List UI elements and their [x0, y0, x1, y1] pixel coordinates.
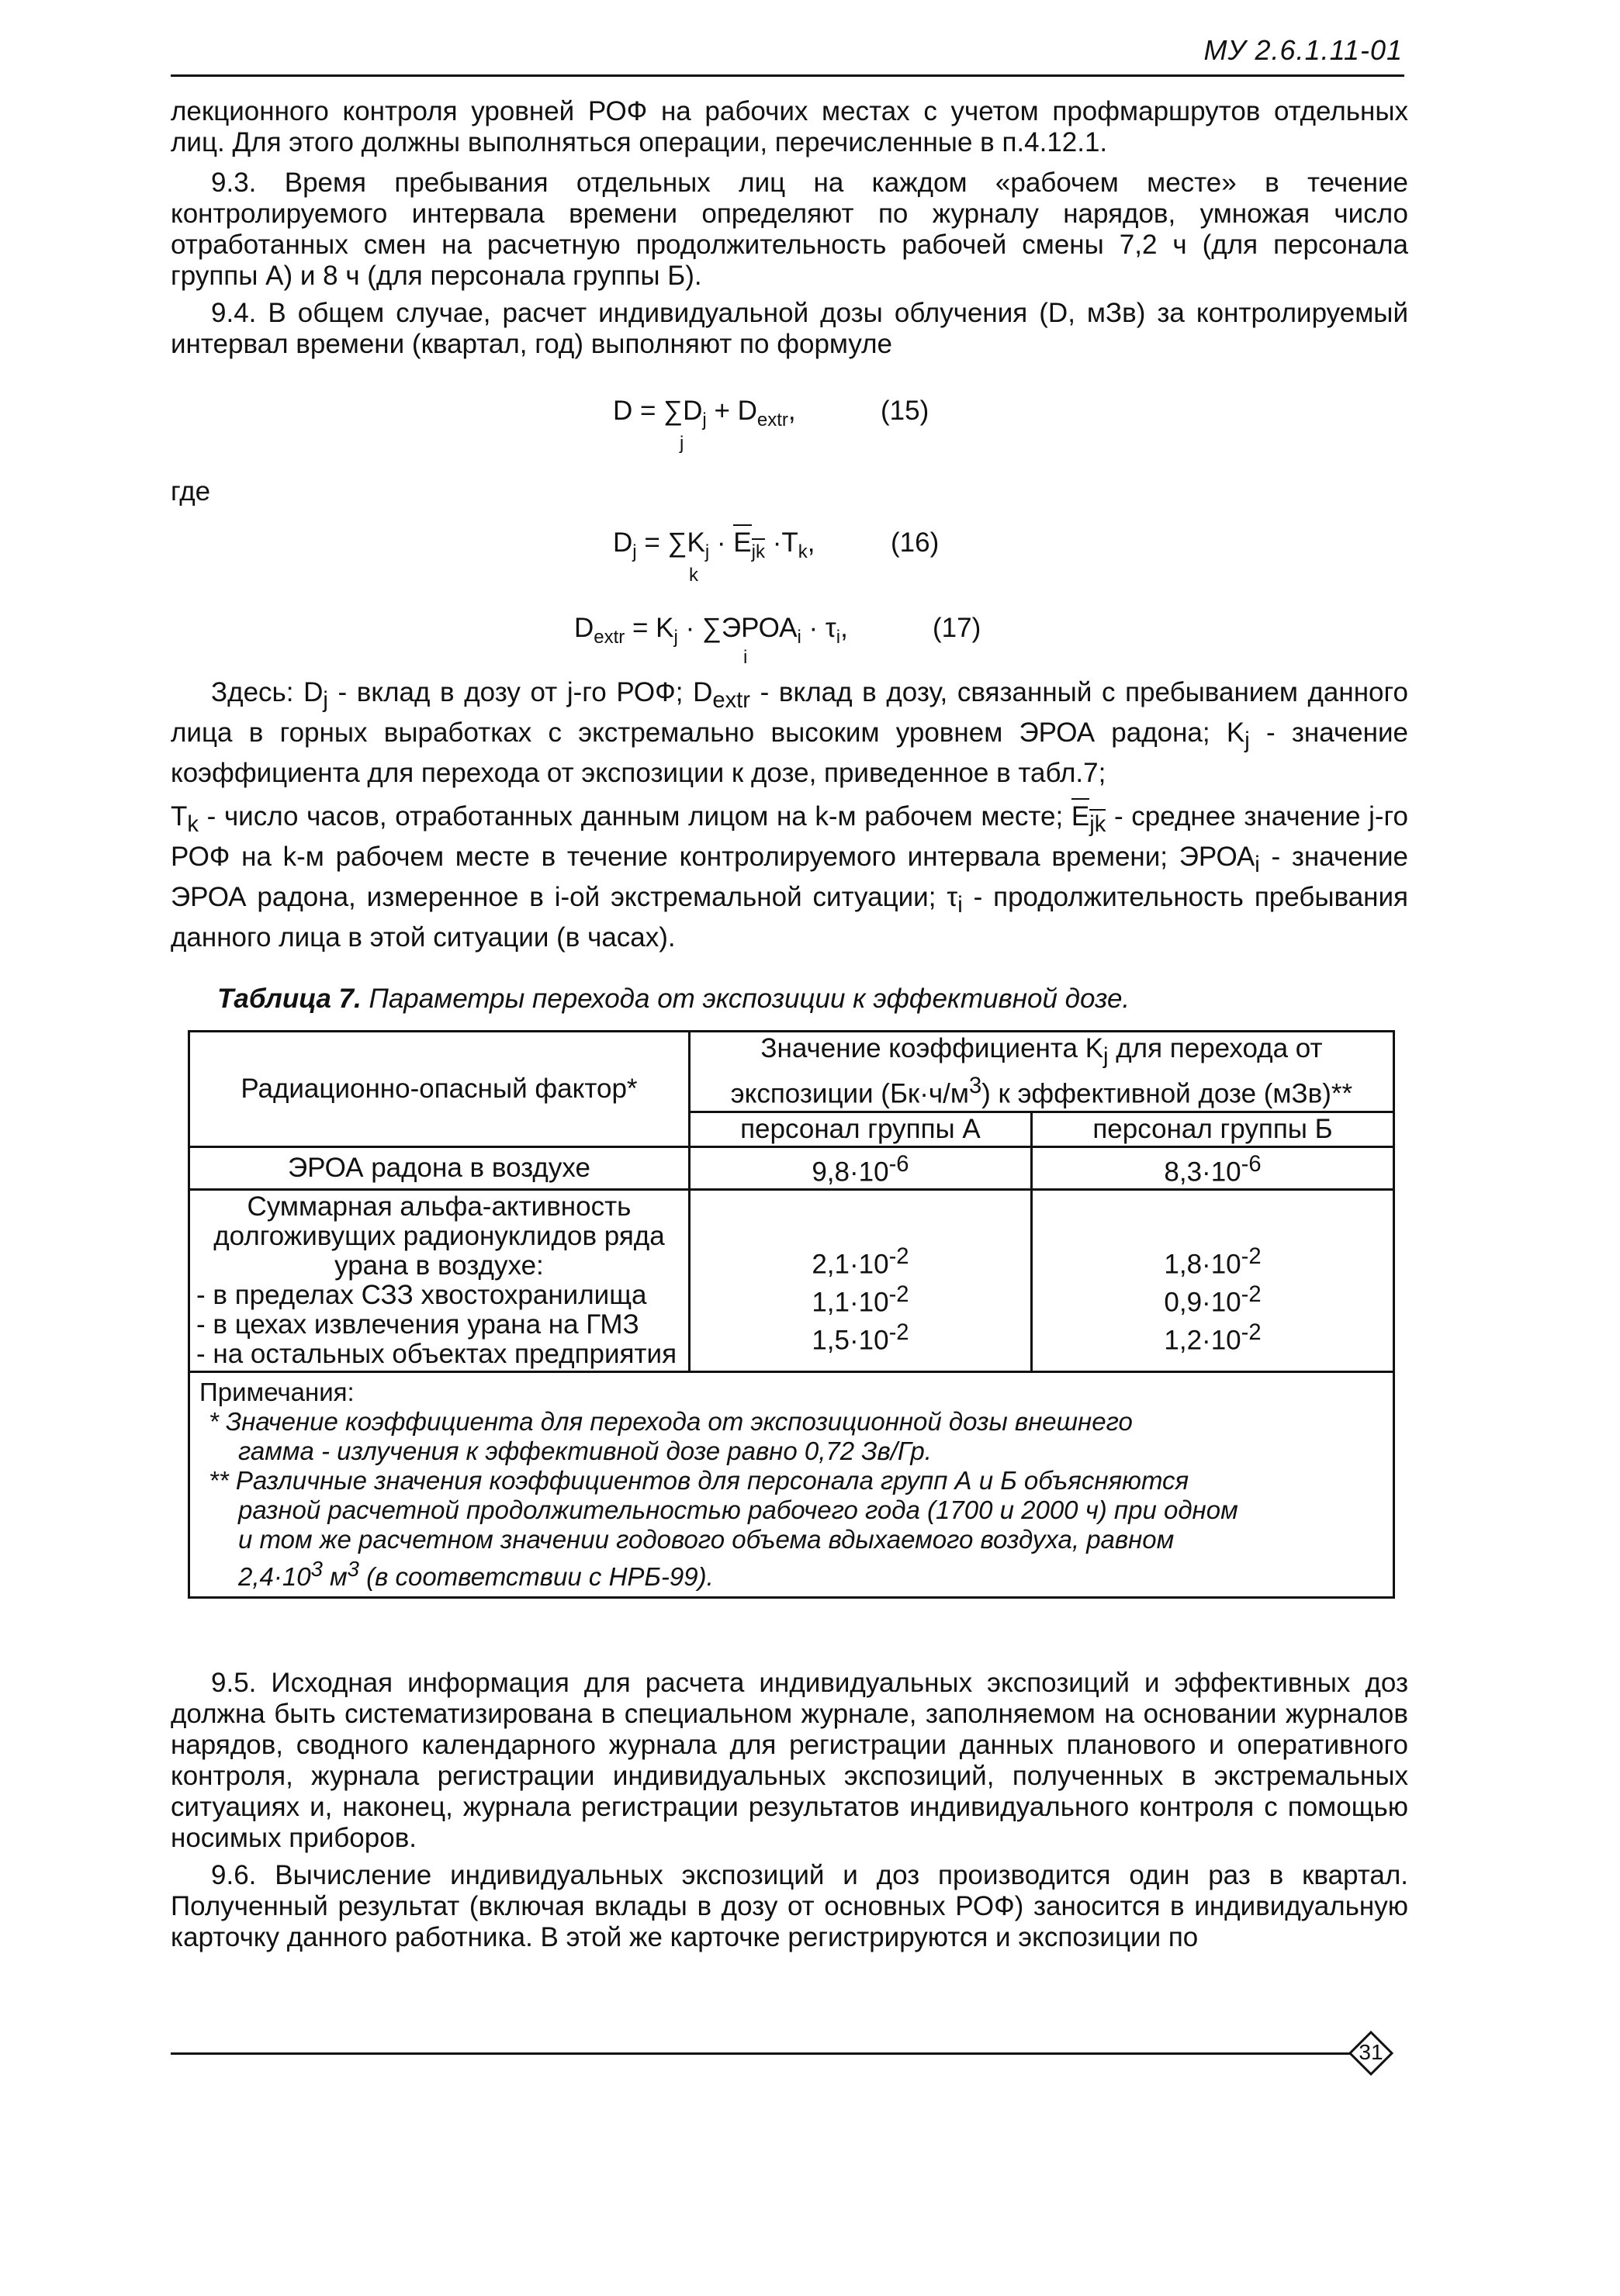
table-header-row [189, 1032, 1394, 1112]
top-text-block [171, 96, 1408, 366]
formula-17: $D_{extr} = K_j$ · $\sum ЭРОА_i \cdot \tau_i$, i [574, 613, 848, 668]
header-rule [171, 74, 1404, 77]
table-caption: Таблица 7. Параметры перехода от экспозиции к эффективной дозе. [217, 984, 1130, 1014]
table-row [189, 1146, 1394, 1190]
bottom-text-block [171, 1668, 1408, 1959]
formula-15-number: (15) [881, 396, 929, 426]
formula-15: $D = \sum D_j + D_{extr}$, j [613, 396, 796, 454]
paragraph-9-6: 9.6. Вычисление индивидуальных экспозиций и доз производится один раз в квартал. Полученный результат (включая вклады в дозу от основных РОФ) заносится в индивидуальную карточку данного работника. В этой же карточке регистрируются и экспозиции по [171, 1860, 1408, 1952]
paragraph-continuation: лекционного контроля уровней РОФ на рабочих местах с учетом профмаршрутов отдельных лиц. Для этого должны выполняться операции, перечисленные в п.4.12.1. [171, 96, 1408, 157]
paragraph-9-3: 9.3. Время пребывания отдельных лиц на каждом «рабочем месте» в течение контролируемого интервала времени определяют по журналу нарядов, умножая число отработанных смен на расчетную продолжительность рабочей смены 7,2 ч (для персонала группы А) и 8 ч (для персонала группы Б). [171, 168, 1408, 291]
header-group-b: персонал группы Б [1031, 1112, 1393, 1146]
paragraph-9-5: 9.5. Исходная информация для расчета индивидуальных экспозиций и эффективных доз должна быть систематизирована в специальном журнале, заполняемом на основании журналов нарядов, сводного календарного журнала для регистрации данных планового и оперативного контроля, журнала регистрации индивидуальных экспозиций, полученных в экстремальных ситуациях и, наконец, журнала регистрации результатов индивидуального контроля с помощью носимых приборов. [171, 1668, 1408, 1853]
factor-radon: ЭРОА радона в воздухе [189, 1146, 690, 1190]
formula-16-number: (16) [891, 527, 940, 558]
table-notes: Примечания: * Значение коэффициента для перехода от экспозиционной дозы внешнего гамма - излучения к эффективной дозе равно 0,72 Зв/Гр. ** Различные значения коэффициентов для персонала групп А и Б объясняются разной расчетной продолжительностью рабочего года (1700 и 2000 ч) при одном и том же расчетном значении годового объема вдыхаемого воздуха, равном $2,4\cdot 10^3$ $м^3$ (в соответствии с НРБ-99). [189, 1372, 1394, 1598]
explanation-block [171, 676, 1408, 960]
header-factor: Радиационно-опасный фактор* [189, 1032, 690, 1147]
where-label: где [171, 476, 211, 507]
table-notes-row [189, 1372, 1394, 1598]
values-alpha-a: $2,1\cdot 10^{-2}$ $1,1\cdot 10^{-2}$ $1,5\cdot 10^{-2}$ [689, 1190, 1031, 1372]
formula-17-number: (17) [933, 613, 981, 643]
page-number: 31 [1359, 2040, 1383, 2064]
footer-rule [171, 2052, 1350, 2055]
header-group-a: персонал группы А [689, 1112, 1031, 1146]
value-radon-a: $9,8\cdot 10^{-6}$ [689, 1146, 1031, 1190]
table-row [189, 1190, 1394, 1372]
paragraph-9-4: 9.4. В общем случае, расчет индивидуальной дозы облучения (D, мЗв) за контролируемый интервал времени (квартал, год) выполняют по формуле [171, 298, 1408, 359]
document-code: МУ 2.6.1.11-01 [1203, 34, 1403, 66]
factor-alpha: Суммарная альфа-активность долгоживущих радионуклидов ряда урана в воздухе: - в пределах СЗЗ хвостохранилища - в цехах извлечения урана на ГМЗ - на остальных объектах предприятия [189, 1190, 690, 1372]
formula-16: $D_j = \sum K_j \cdot E_{jk} \cdot T_k$, k [613, 527, 815, 558]
paragraph-tk: $T_k$ - число часов, отработанных данным лицом на k-м рабочем месте; $E_{jk}$ - среднее значение j-го РОФ на k-м рабочем месте в течение контролируемого интервала времени; $ЭРОА_i$ - значение ЭРОА радона, измеренное в i-ой экстремальной ситуации; $\tau_i$ - продолжительность пребывания данного лица в этой ситуации (в часах). [171, 800, 1408, 954]
table-7 [188, 1030, 1395, 1599]
value-radon-b: $8,3\cdot 10^{-6}$ [1031, 1146, 1393, 1190]
paragraph-here: Здесь: $D_j$ - вклад в дозу от j-го РОФ; $D_{extr}$ - вклад в дозу, связанный с пребыванием данного лица в горных выработках с экстремально высоким уровнем ЭРОА радона; $K_j$ - значение коэффициента для перехода от экспозиции к дозе, приведенное в табл.7; [171, 677, 1408, 788]
values-alpha-b: $1,8\cdot 10^{-2}$ $0,9\cdot 10^{-2}$ $1,2\cdot 10^{-2}$ [1031, 1190, 1393, 1372]
header-coefficient: Значение коэффициента $K_j$ для перехода от экспозиции $(Бк\cdot ч/м^3)$ к эффективной дозе (мЗв)** [689, 1032, 1393, 1112]
